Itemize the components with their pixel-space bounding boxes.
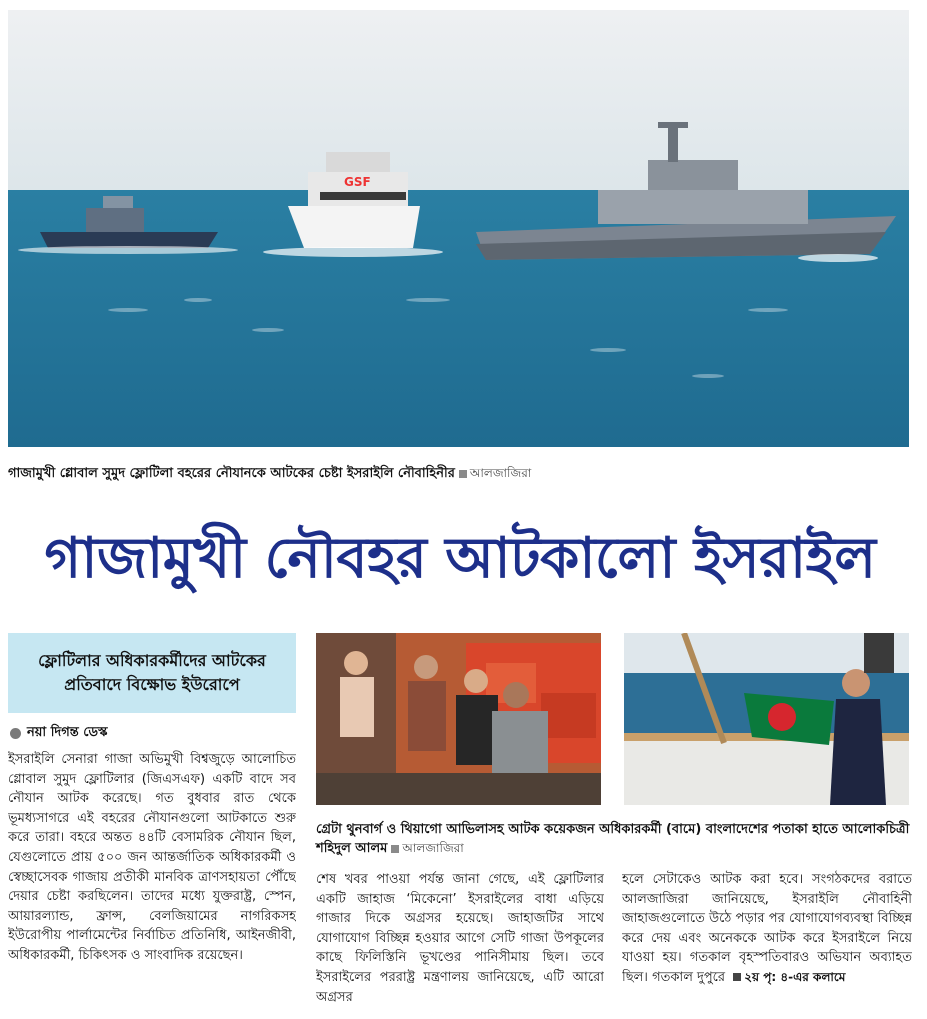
main-photo-caption-text: গাজামুখী গ্লোবাল সুমুদ ফ্লোটিলা বহরের নৌযানকে আটকের চেষ্টা ইসরাইলি নৌবাহিনীর <box>8 466 455 481</box>
bangladesh-flag-photo-icon <box>624 633 909 805</box>
article-column-2: শেষ খবর পাওয়া পর্যন্ত জানা গেছে, এই ফ্লোটিলার একটি জাহাজ ‘মিকেনো’ ইসরাইলের বাধা এড়িয়ে গাজার দিকে অগ্রসর হয়েছে। জাহাজটির সাথে যোগাযোগ বিচ্ছিন্ন হওয়ার আগে সেটি গাজা উপকূলের কাছে ফিলিস্তিনি ভূখণ্ডের পানিসীমায় ছিল। তবে ইসরাইলের পররাষ্ট্র মন্ত্রণালয় জানিয়েছে, এটি আরো অগ্রসর <box>316 872 604 1005</box>
main-photo <box>8 10 909 447</box>
square-bullet-icon <box>391 845 399 853</box>
related-story-box[interactable] <box>8 633 296 713</box>
main-photo-source: আলজাজিরা <box>469 466 532 480</box>
related-story-title: ফ্লোটিলার অধিকারকর্মীদের আটকের প্রতিবাদে বিক্ষোভ ইউরোপে <box>38 651 266 694</box>
photo-caption <box>316 820 912 860</box>
byline-text: নয়া দিগন্ত ডেস্ক <box>27 725 108 740</box>
article-column-3 <box>622 870 912 1010</box>
byline <box>10 723 107 744</box>
svg-text:GSF: GSF <box>344 175 371 189</box>
main-photo-caption <box>8 464 909 486</box>
square-bullet-icon <box>459 470 467 478</box>
activists-photo <box>316 633 601 805</box>
article-column-1: ইসরাইলি সেনারা গাজা অভিমুখী বিশ্বজুড়ে আলোচিত গ্লোবাল সুমুদ ফ্লোটিলার (জিএসএফ) একটি বাদে সব নৌযান আটক করেছে। গত বুধবার রাত থেকে ভূমধ্যসাগরে এই বহরের নৌযানগুলো আটকাতে শুরু করে তারা। বহরে অন্তত ৪৪টি বেসামরিক নৌযান ছিল, যেগুলোতে প্রায় ৫০০ জন আন্তর্জাতিক অধিকারকর্মী ও স্বেচ্ছাসেবক গাজায় প্রতীকী মানবিক ত্রাণসহায়তা পৌঁছে দেয়ার চেষ্টা করছিলেন। তাদের মধ্যে যুক্তরাষ্ট্র, স্পেন, আয়ারল্যান্ড, ফ্রান্স, বেলজিয়ামের নাগরিকসহ ইউরোপীয় পার্লামেন্টের নির্বাচিত প্রতিনিধি, আইনজীবী, অধিকারকর্মী, চিকিৎসক ও সাংবাদিক রয়েছেন। <box>8 752 296 963</box>
continued-text: ২য় পৃ: ৪-এর কলামে <box>744 969 846 984</box>
detained-activists-photo-icon <box>316 633 601 805</box>
bullet-dot-icon <box>10 728 21 739</box>
headline: গাজামুখী নৌবহর আটকালো ইসরাইল <box>44 525 876 591</box>
article-column-3-text: হলে সেটাকেও আটক করা হবে। সংগঠকদের বরাতে আলজাজিরা জানিয়েছে, ইসরাইলি নৌবাহিনী জাহাজগুলোতে উঠে পড়ার পর যোগাযোগব্যবস্থা বিচ্ছিন্ন করে দেয় এবং অনেককে আটক করে ইসরাইলে নিয়ে যাওয়া হয়। গতকাল বৃহস্পতিবারও অভিযান অব্যাহত ছিল। গতকাল দুপুরে <box>622 872 912 985</box>
photo-caption-text: গ্রেটা থুনবার্গ ও থিয়াগো আভিলাসহ আটক কয়েকজন অধিকারকর্মী (বামে) বাংলাদেশের পতাকা হাতে আলোকচিত্রী শহিদুল আলম <box>316 822 910 856</box>
flag-photo <box>624 633 909 805</box>
naval-ships-photo-icon <box>8 10 909 447</box>
photo-caption-source: আলজাজিরা <box>402 841 464 855</box>
square-bullet-icon <box>733 973 741 981</box>
continued-link[interactable] <box>729 970 845 984</box>
